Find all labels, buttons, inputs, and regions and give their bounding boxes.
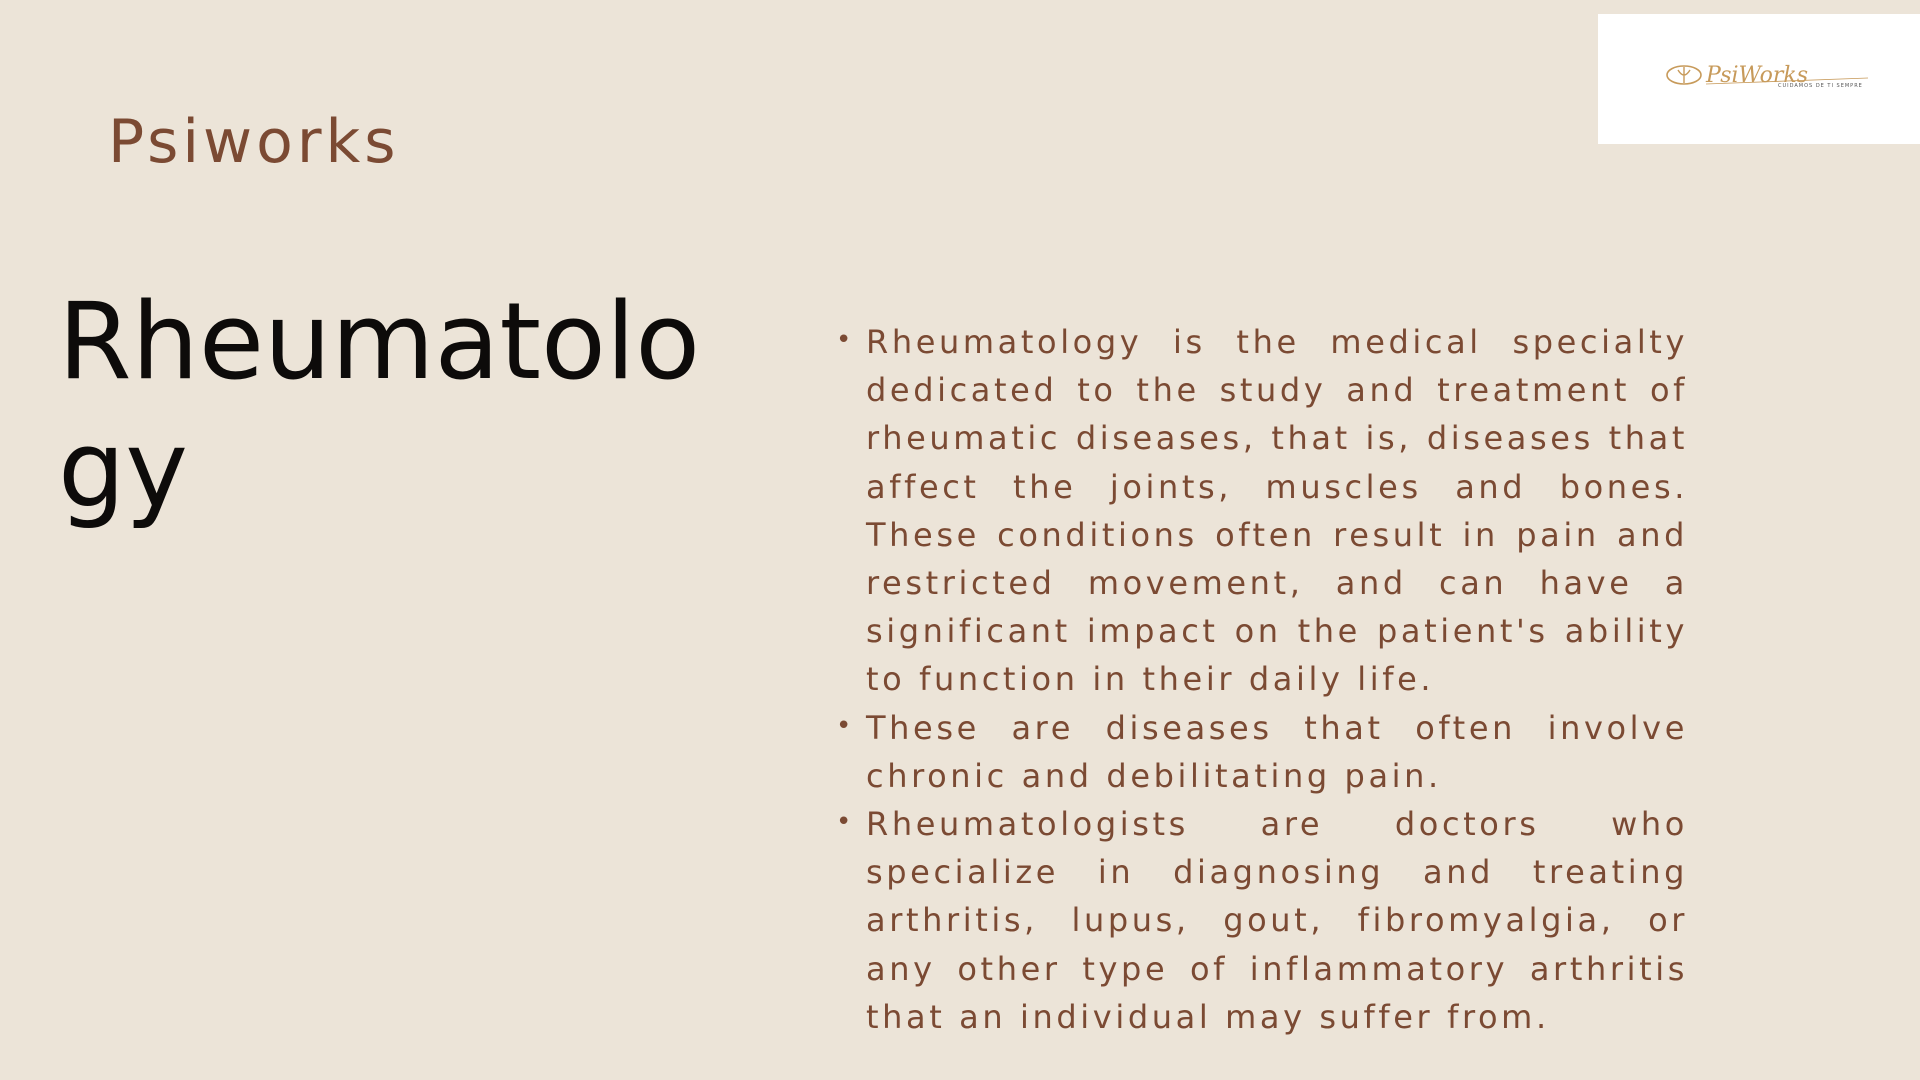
brand-name: Psiworks — [108, 107, 400, 177]
logo-box — [1598, 14, 1920, 144]
slide-title: Rheumatology — [58, 280, 701, 531]
logo-emblem-icon — [1667, 66, 1701, 84]
logo-tagline: CUIDAMOS DE TI SEMPRE — [1778, 83, 1863, 89]
bullet-dot-icon: • — [836, 325, 855, 355]
bullet-dot-icon: • — [836, 710, 855, 741]
bullet-item — [836, 800, 1688, 1041]
bullet-text: Rheumatology is the medical specialty dedicated to the study and treatment of rheumatic diseases, that is, diseases that affect the joints, muscles and bones. These conditions often result in pain and restricted movement, and can have a significant impact on the patient's ability to function in their daily life. — [866, 323, 1688, 699]
bullet-item — [836, 704, 1688, 800]
bullet-text: These are diseases that often involve chronic and debilitating pain. — [866, 708, 1688, 795]
bullet-list — [836, 318, 1688, 1041]
logo-graphic — [1598, 14, 1920, 144]
bullet-item — [836, 318, 1688, 704]
bullet-dot-icon: • — [836, 807, 855, 838]
logo-wordmark: PsiWorks — [1706, 63, 1809, 88]
bullet-text: Rheumatologists are doctors who specialize in diagnosing and treating arthritis, lupus, gout, fibromyalgia, or any other type of inflammatory arthritis that an individual may suffer from. — [866, 805, 1688, 1036]
